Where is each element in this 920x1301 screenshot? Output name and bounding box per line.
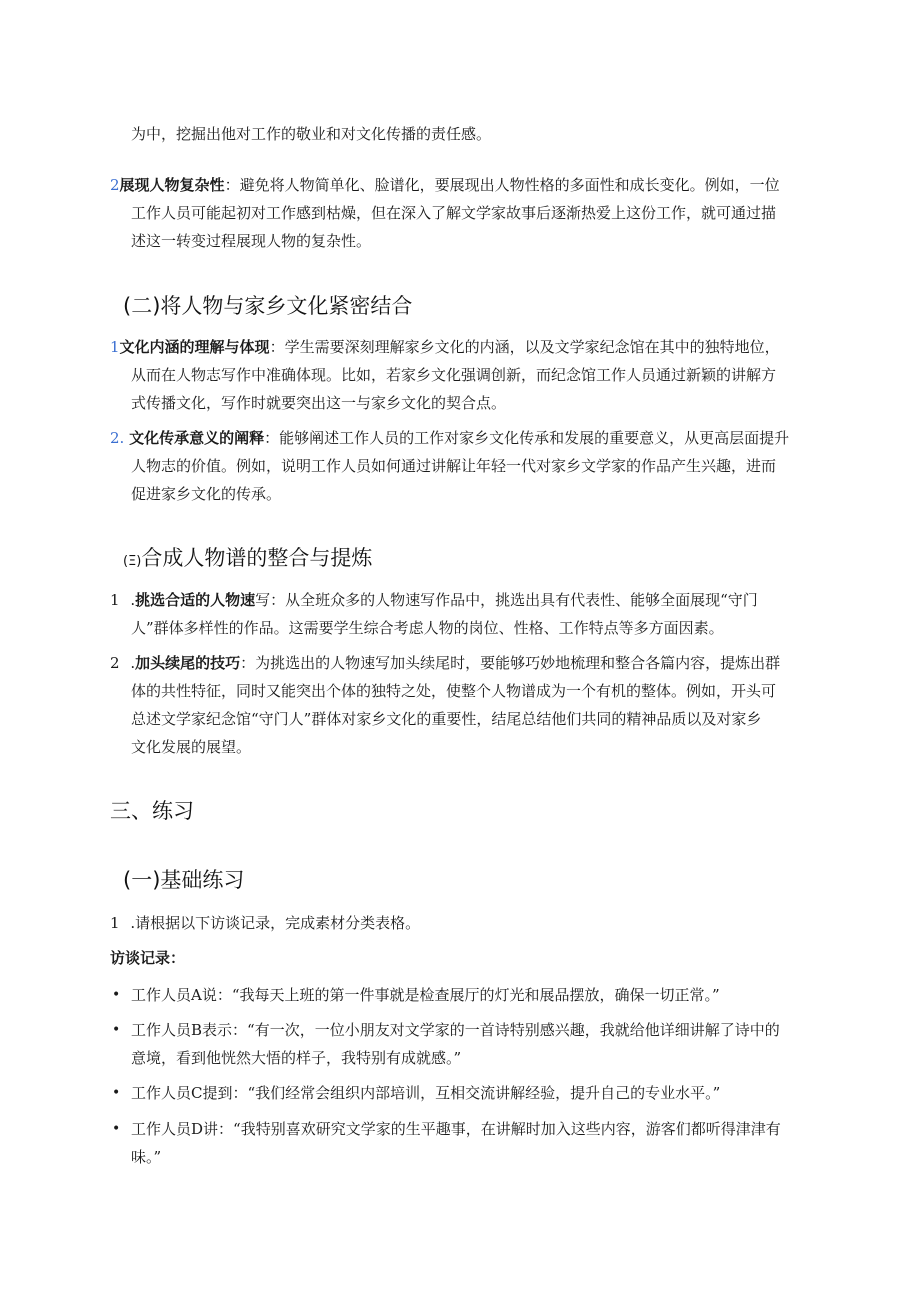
item-number: 1 <box>110 591 120 609</box>
paragraph-line: 总述文学家纪念馆“守门人”群体对家乡文化的重要性，结尾总结他们共同的精神品质以及对家乡 <box>131 710 762 728</box>
subsection-heading: (一)基础练习 <box>123 868 245 892</box>
paragraph-line: 述这一转变过程展现人物的复杂性。 <box>131 232 372 250</box>
paragraph-line: 人物志的价值。例如，说明工作人员如何通过讲解让年轻一代对家乡文学家的作品产生兴趣，进而 <box>131 457 777 475</box>
list-item-selection <box>110 590 758 610</box>
item-text: ：从全班众多的人物速写作品中，挑选出具有代表性、能够全面展现“守门 <box>270 591 758 609</box>
item-text: ：学生需要深刻理解家乡文化的内涵，以及文学家纪念馆在其中的独特地位， <box>269 338 780 356</box>
item-text: ：能够阐述工作人员的工作对家乡文化传承和发展的重要意义，从更高层面提升 <box>264 429 790 447</box>
paragraph-line: 式传播文化，写作时就要突出这一与家乡文化的契合点。 <box>131 394 507 412</box>
paragraph-line: 从而在人物志写作中准确体现。比如，若家乡文化强调创新，而纪念馆工作人员通过新颖的讲解方 <box>131 366 777 384</box>
item-number: 1 <box>110 338 120 356</box>
list-item-complexity <box>110 175 780 195</box>
question-line <box>110 913 420 933</box>
list-item-culture-meaning <box>110 337 780 357</box>
item-dot: . <box>125 654 136 672</box>
item-title: 展现人物复杂性 <box>119 176 225 194</box>
paragraph-line: 体的共性特征，同时又能突出个体的独特之处，使整个人物谱成为一个有机的整体。例如，开头可 <box>131 682 777 700</box>
bullet-dot: • <box>112 1121 121 1137</box>
list-item-technique <box>110 653 780 673</box>
item-text: ：避免将人物简单化、脸谱化，要展现出人物性格的多面性和成长变化。例如，一位 <box>224 176 780 194</box>
record-line: 工作人员C提到：“我们经常会组织内部培训，互相交流讲解经验，提升自己的专业水平。” <box>131 1084 721 1102</box>
item-dot: . <box>125 591 136 609</box>
section-heading <box>123 544 372 576</box>
question-number: 1 <box>110 914 120 932</box>
section-marker: (Ξ) <box>123 554 142 569</box>
paragraph-line: 文化发展的展望。 <box>131 738 252 756</box>
bullet-dot: • <box>112 1085 121 1101</box>
paragraph-line: 为中，挖掘出他对工作的敬业和对文化传播的责任感。 <box>131 125 492 143</box>
item-number: 2. <box>110 429 125 447</box>
item-title-rest: 写 <box>255 591 271 609</box>
question-text: .请根据以下访谈记录，完成素材分类表格。 <box>125 914 421 932</box>
record-line: 工作人员B表示：“有一次，一位小朋友对文学家的一首诗特别感兴趣，我就给他详细讲解了诗中的 <box>131 1021 780 1039</box>
records-label: 访谈记录： <box>110 949 186 967</box>
part-heading: 三、练习 <box>110 799 194 823</box>
paragraph-line: 促进家乡文化的传承。 <box>131 485 282 503</box>
bullet-dot: • <box>112 987 121 1003</box>
section-title: 合成人物谱的整合与提炼 <box>141 546 373 570</box>
item-number: 2 <box>110 654 120 672</box>
list-item-culture-heritage <box>110 428 789 448</box>
item-number: 2 <box>110 176 120 194</box>
paragraph-line: 人”群体多样性的作品。这需要学生综合考虑人物的岗位、性格、工作特点等多方面因素。 <box>131 619 724 637</box>
paragraph-line: 工作人员可能起初对工作感到枯燥，但在深入了解文学家故事后逐渐热爱上这份工作，就可通过描 <box>131 204 777 222</box>
section-heading: (二)将人物与家乡文化紧密结合 <box>123 294 413 318</box>
item-title: 挑选合适的人物速 <box>135 591 256 609</box>
item-title: 文化内涵的理解与体现 <box>119 338 270 356</box>
record-line: 工作人员A说：“我每天上班的第一件事就是检查展厅的灯光和展品摆放，确保一切正常。” <box>131 986 720 1004</box>
record-line: 意境，看到他恍然大悟的样子，我特别有成就感。” <box>131 1049 462 1067</box>
item-title: 文化传承意义的阐释 <box>129 429 265 447</box>
item-text: ：为挑选出的人物速写加头续尾时，要能够巧妙地梳理和整合各篇内容，提炼出群 <box>240 654 781 672</box>
item-title: 加头续尾的技巧 <box>135 654 241 672</box>
record-line: 工作人员D讲：“我特别喜欢研究文学家的生平趣事，在讲解时加入这些内容，游客们都听得津津有 <box>131 1120 781 1138</box>
bullet-dot: • <box>112 1022 121 1038</box>
record-line: 味。” <box>131 1148 162 1166</box>
